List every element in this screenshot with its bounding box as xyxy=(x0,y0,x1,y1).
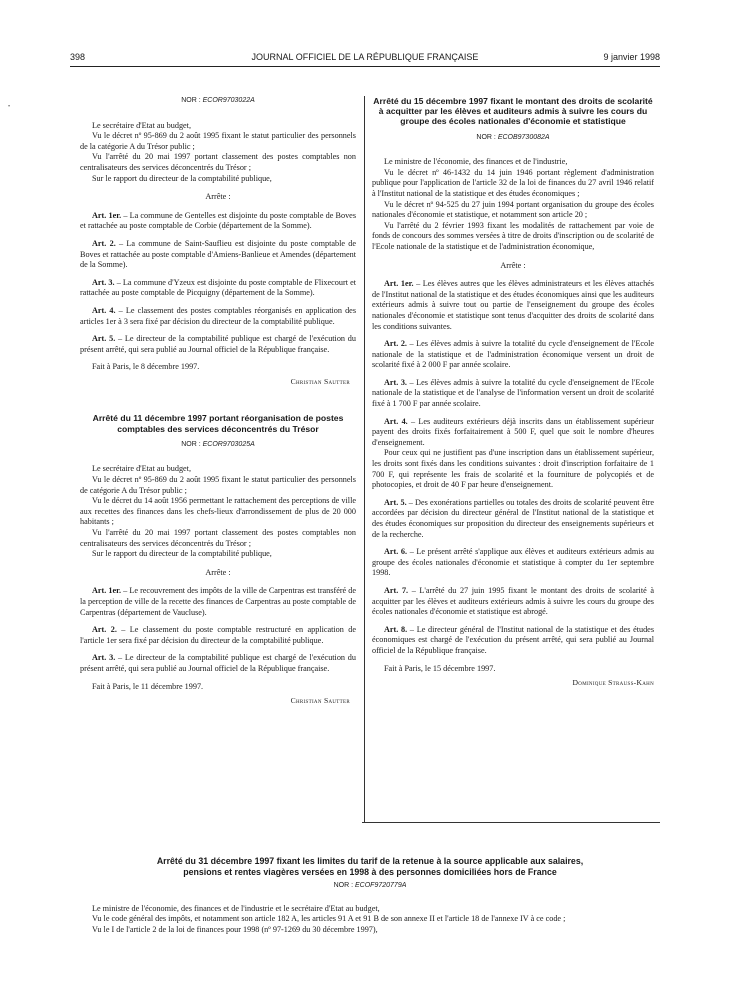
bottom-section xyxy=(80,856,660,936)
article: Art. 2. – Les élèves admis à suivre la totalité du cycle d'enseignement de l'Ecole nationale de la statistique et de l'administration économique versent un droit de scolarité fixé à 2 000 F par année scolaire. xyxy=(372,339,655,370)
intro-line: Vu le code général des impôts, et notamment son article 182 A, les articles 91 A et 91 B de son annexe II et l'article 18 de l'annexe IV à ce code ; xyxy=(92,914,566,924)
column-divider xyxy=(364,96,365,822)
article: Art. 8. – Le directeur général de l'Institut national de la statistique et des études économiques est chargé de l'exécution du présent arrêté, qui sera publié au Journal officiel de la République française. xyxy=(372,624,655,655)
nor-reference: NOR : ECOR9703025A xyxy=(181,440,255,448)
section-divider xyxy=(362,822,660,823)
left-column xyxy=(80,96,356,707)
running-header xyxy=(70,52,660,67)
nor-reference: NOR : ECOF9720779A xyxy=(333,882,407,890)
decree-title: Arrêté du 31 décembre 1997 fixant les limites du tarif de la retenue à la source applicable aux salaires, pensions et rentes viagères versées en 1998 à des personnes domiciliées hors de France xyxy=(156,856,584,877)
arrete-label: Arrête : xyxy=(500,260,526,270)
nor-reference: NOR : ECOR9703022A xyxy=(181,97,255,104)
decree-title: Arrêté du 11 décembre 1997 portant réorganisation de postes comptables des services déconcentrés du Trésor xyxy=(92,413,344,434)
intro-line: Vu l'arrêté du 20 mai 1997 portant classement des postes comptables non centralisateurs des services déconcentrés du Trésor ; xyxy=(80,152,356,172)
decree-intro xyxy=(372,157,654,252)
place-date: Fait à Paris, le 8 décembre 1997. xyxy=(92,362,200,372)
article: Art. 6. – Le présent arrêté s'applique aux élèves et auditeurs extérieurs admis au groupe des écoles nationales d'économie et statistique à compter du 1er septembre 1998. xyxy=(372,547,654,578)
intro-line: Le secrétaire d'Etat au budget, xyxy=(92,464,191,474)
decree-title: Arrêté du 15 décembre 1997 fixant le montant des droits de scolarité à acquitter par les élèves et auditeurs admis à suivre les cours du groupe des écoles nationales d'économie et statistique xyxy=(373,96,653,127)
article: Art. 1er. – La commune de Gentelles est disjointe du poste comptable de Boves et rattachée au poste comptable de Corbie (département de la Somme). xyxy=(80,210,356,231)
article: Art. 3. – Le directeur de la comptabilité publique est chargé de l'exécution du présent arrêté, qui sera publié au Journal officiel de la République française. xyxy=(80,653,356,673)
nor-reference: NOR : ECOB9730082A xyxy=(476,133,550,141)
arrete-label: Arrête : xyxy=(205,567,231,577)
intro-line: Vu l'arrêté du 20 mai 1997 portant classement des postes comptables non centralisateurs des services déconcentrés du Trésor ; xyxy=(80,528,356,548)
right-column xyxy=(372,96,654,689)
article: Art. 4. – Les auditeurs extérieurs déjà inscrits dans un établissement supérieur payent des droits fixés forfaitairement à 500 F, quel que soit le nombre d'heures d'enseignement. xyxy=(372,416,655,447)
signature: Christian Sautter xyxy=(290,376,350,386)
article: Art. 2. – La commune de Saint-Sauflieu est disjointe du poste comptable de Boves et rattachée au poste comptable d'Amiens-Banlieue et Amendes (département de la Somme). xyxy=(80,238,356,270)
decree-intro xyxy=(80,464,356,559)
article: Art. 5. – Le directeur de la comptabilité publique est chargé de l'exécution du présent arrêté, qui sera publié au Journal officiel de la République française. xyxy=(80,334,356,354)
article-continuation: Pour ceux qui ne justifient pas d'une inscription dans un établissement supérieur, les droits sont fixés dans les conditions suivantes : droit d'inscription forfaitaire de 1 700 F, qui représente les frais de scolarité et la fourniture de polycopiés et de photocopies, et droit de 40 F par heure d'enseignement. xyxy=(372,448,654,490)
arrete-label: Arrête : xyxy=(205,192,231,202)
article: Art. 5. – Des exonérations partielles ou totales des droits de scolarité peuvent être accordées par décision du directeur général de l'Institut national de la statistique et des études économiques sur proposition du directeur des enseignements supérieurs et de la recherche. xyxy=(372,497,654,539)
intro-line: Le ministre de l'économie, des finances et de l'industrie et le secrétaire d'Etat au budget, xyxy=(92,903,380,913)
article: Art. 7. – L'arrêté du 27 juin 1995 fixant le montant des droits de scolarité à acquitter par les élèves et auditeurs extérieurs admis à suivre les cours du groupe des écoles nationales d'économie et statistique est abrogé. xyxy=(372,585,655,617)
signature: Christian Sautter xyxy=(290,696,350,706)
article: Art. 1er. – Les élèves autres que les élèves administrateurs et les élèves attachés de l'Institut national de la statistique et des études économiques ainsi que les auditeurs extérieurs admis à suivre tout ou partie de l'enseignement du groupe des écoles nationales d'économie et statistique sont tenus d'acquitter des droits de scolarité dans les conditions suivantes. xyxy=(372,279,654,331)
place-date: Fait à Paris, le 11 décembre 1997. xyxy=(92,681,204,691)
signature: Dominique Strauss-Kahn xyxy=(572,678,654,688)
issue-date: 9 janvier 1998 xyxy=(603,52,660,62)
intro-line: Le ministre de l'économie, des finances et de l'industrie, xyxy=(384,157,568,167)
article: Art. 2. – Le classement du poste comptable restructuré en application de l'article 1er sera fixé par décision du directeur de la comptabilité publique. xyxy=(80,625,356,645)
page-number: 398 xyxy=(70,52,86,62)
intro-line: Vu le décret nº 95-869 du 2 août 1995 fixant le statut particulier des personnels de catégorie A du Trésor public ; xyxy=(80,475,356,495)
intro-line: Vu le décret nº 46-1432 du 14 juin 1946 portant règlement d'administration publique pour l'application de l'article 32 de la loi de finances du 27 avril 1946 relatif à l'Institut national de la statistique et des études économiques ; xyxy=(372,167,654,198)
margin-mark: • xyxy=(8,104,11,110)
place-date: Fait à Paris, le 15 décembre 1997. xyxy=(384,663,496,673)
article: Art. 4. – Le classement des postes comptables réorganisés en application des articles 1er à 3 sera fixé par décision du directeur de la comptabilité publique. xyxy=(80,305,357,326)
article: Art. 3. – La commune d'Yzeux est disjointe du poste comptable de Flixecourt et rattachée au poste comptable de Picquigny (département de la Somme). xyxy=(80,277,356,298)
intro-line: Vu le décret du 14 août 1956 permettant le rattachement des perceptions de ville aux recettes des finances dans les chefs-lieux d'arrondissement de plus de 20 000 habitants ; xyxy=(80,496,356,527)
article: Art. 1er. – Le recouvrement des impôts de la ville de Carpentras est transféré de la perception de ville de la recette des finances de Carpentras au poste comptable de Carpentras (département de Vaucluse). xyxy=(80,586,356,617)
intro-line: Vu l'arrêté du 2 février 1993 fixant les modalités de rattachement par voie de fonds de concours des sommes versées à titre de droits d'inscription ou de scolarité de l'Ecole nationale de la statistique et de l'administration économique, xyxy=(372,220,654,251)
journal-title: JOURNAL OFFICIEL DE LA RÉPUBLIQUE FRANÇAISE xyxy=(251,52,479,62)
intro-line: Sur le rapport du directeur de la comptabilité publique, xyxy=(92,549,272,559)
intro-line: Sur le rapport du directeur de la comptabilité publique, xyxy=(92,173,272,183)
intro-line: Le secrétaire d'Etat au budget, xyxy=(92,120,191,130)
intro-line: Vu le décret nº 95-869 du 2 août 1995 fixant le statut particulier des personnels de la catégorie A du Trésor public ; xyxy=(80,131,356,151)
article: Art. 3. – Les élèves admis à suivre la totalité du cycle d'enseignement de l'Ecole nationale de la statistique et de l'analyse de l'information versent un droit de scolarité fixé à 1 700 F par année scolaire. xyxy=(372,377,655,409)
decree-intro xyxy=(80,121,356,185)
intro-line: Vu le I de l'article 2 de la loi de finances pour 1998 (nº 97-1269 du 30 décembre 1997), xyxy=(92,924,378,934)
intro-line: Vu le décret nº 94-525 du 27 juin 1994 portant organisation du groupe des écoles nationales d'économie et statistique, et notamment son article 20 ; xyxy=(372,199,654,220)
